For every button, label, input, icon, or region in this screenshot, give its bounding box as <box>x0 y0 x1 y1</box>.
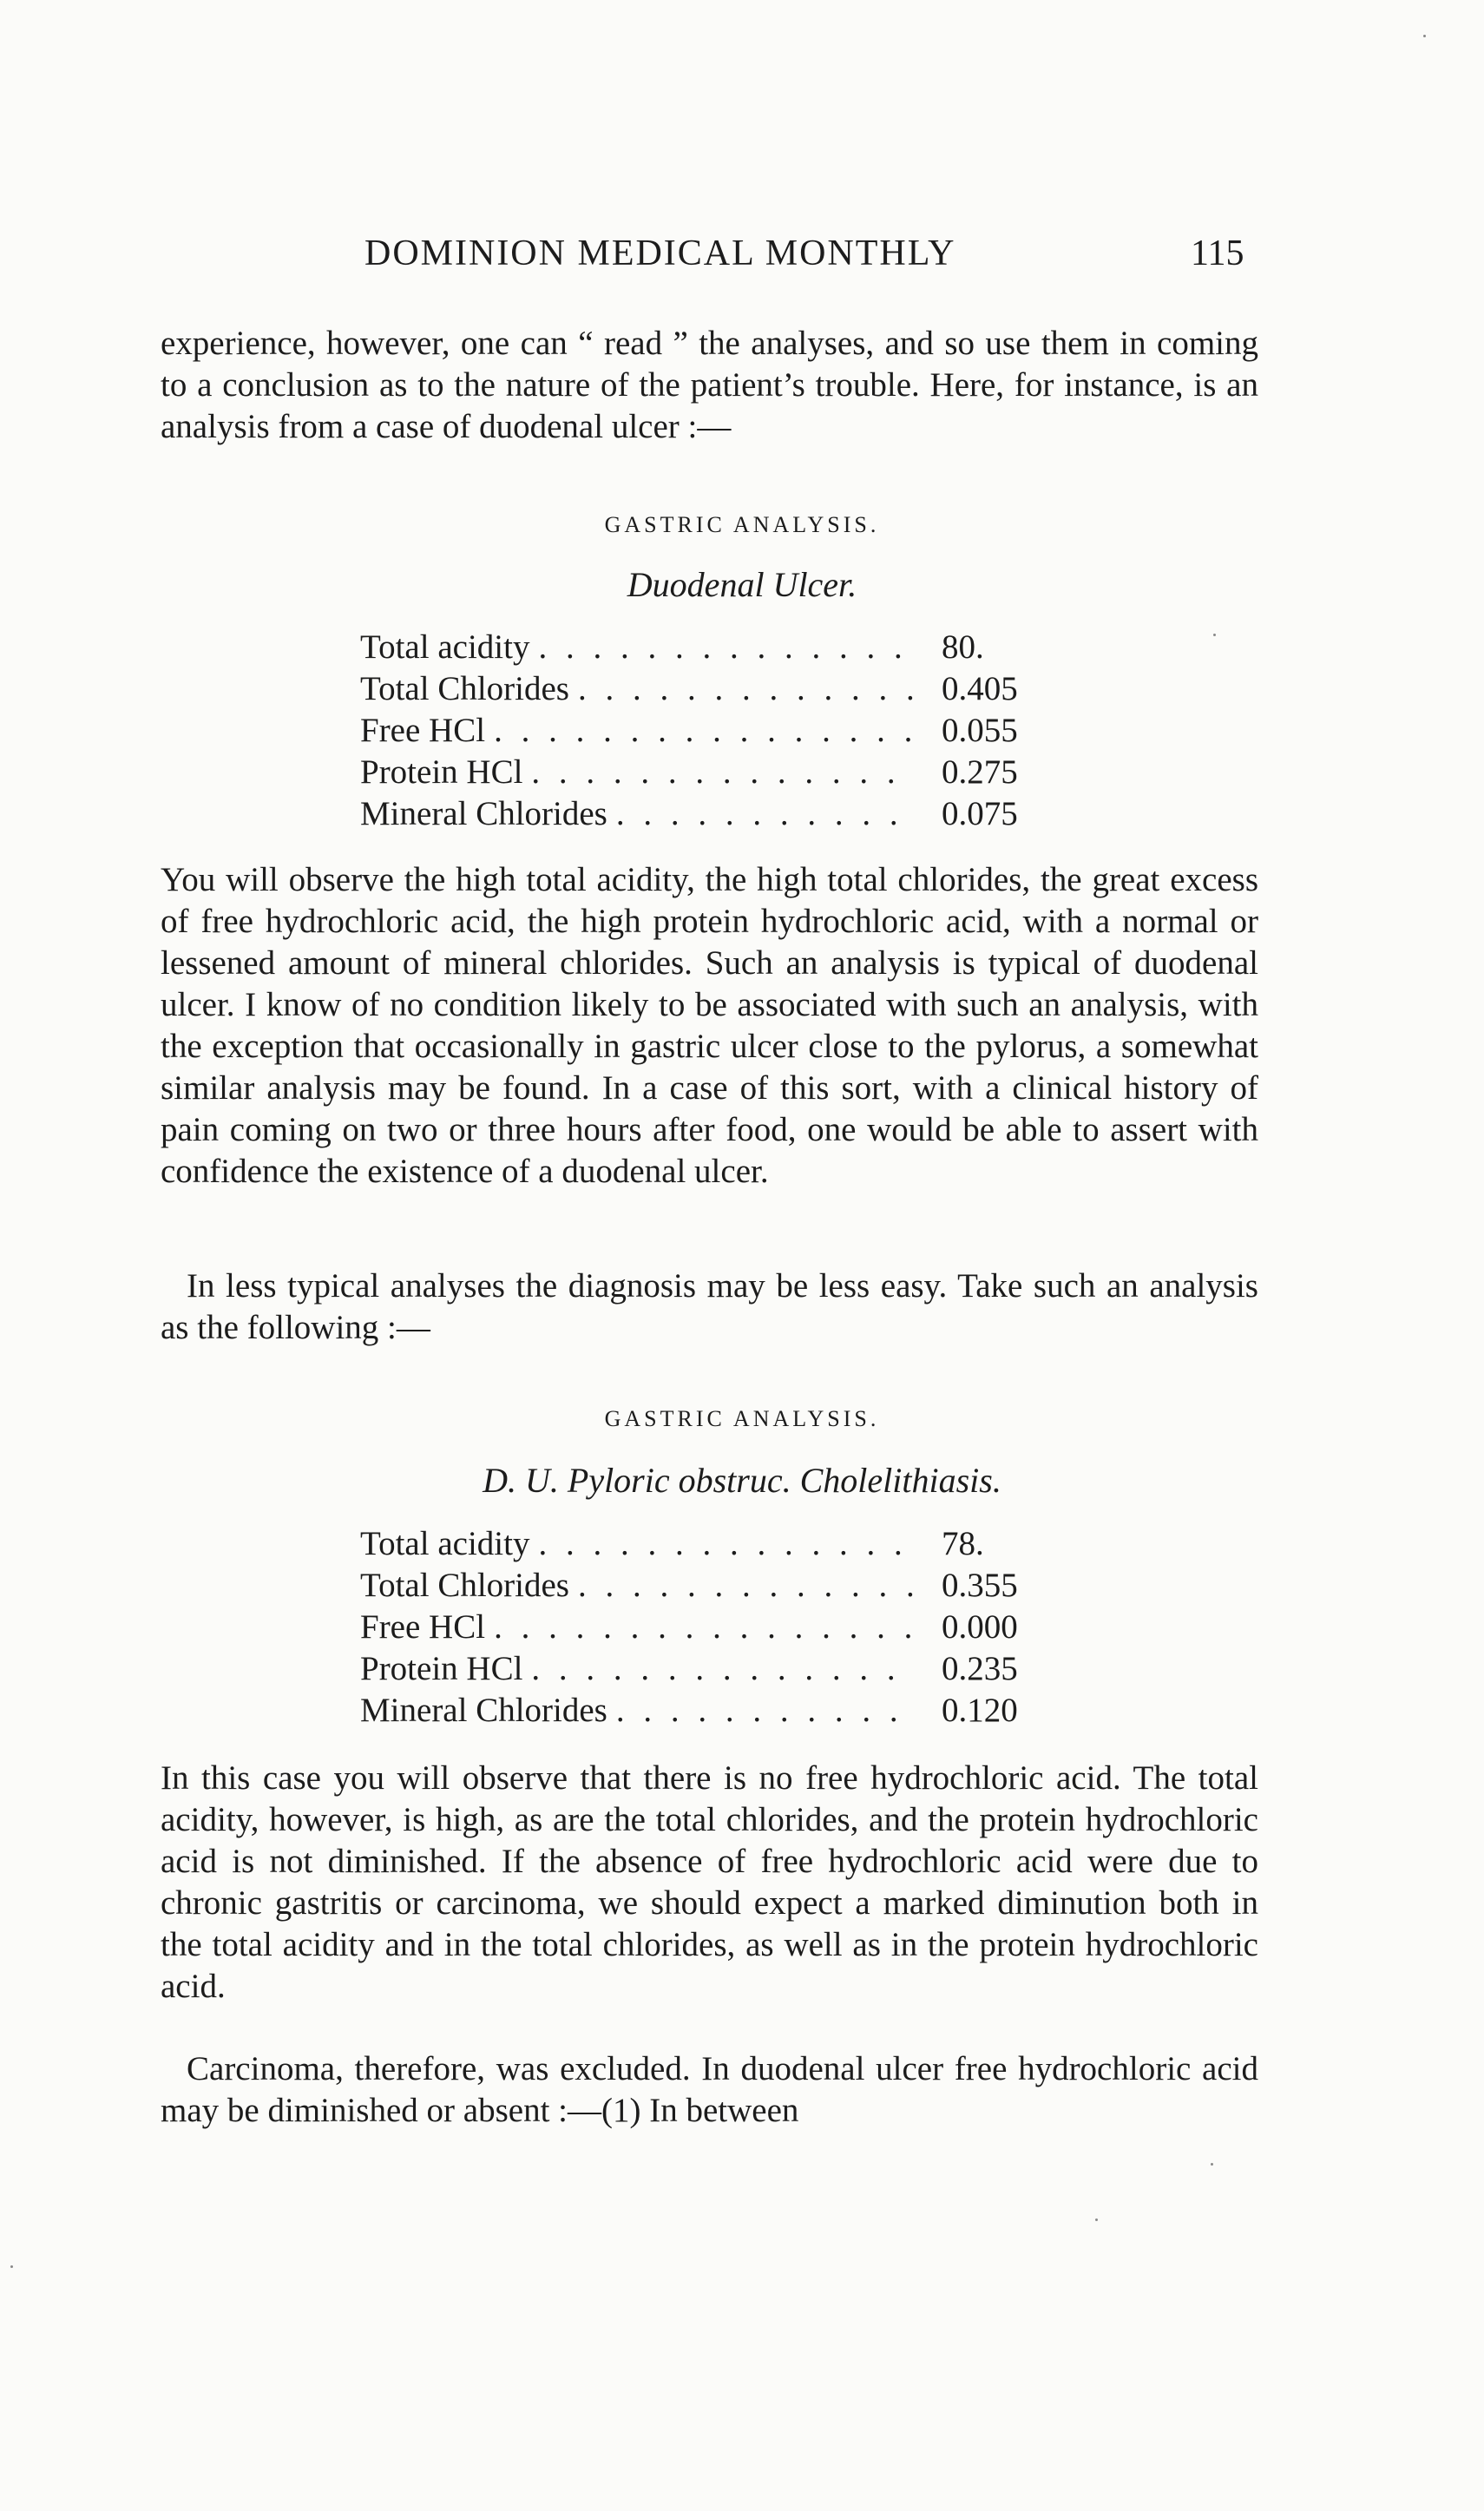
table-row <box>360 1607 1072 1648</box>
dot-leader <box>538 1523 916 1565</box>
paper-speck <box>1423 35 1426 37</box>
dot-leader <box>616 793 916 835</box>
row-label: Mineral Chlorides <box>360 1692 607 1729</box>
paper-speck <box>1095 2218 1098 2221</box>
analysis2-caption: GASTRIC ANALYSIS. <box>604 1406 880 1431</box>
row-value: 80. <box>942 628 984 666</box>
paragraph-text: You will observe the high total acidity, the high total chlorides, the great excess of free hydrochloric acid, the high protein hydrochloric acid, with a normal or lessened amount of mineral chlorides. Such an analysis is typical of duodenal ulcer. I know of no condition likely to be associated with such an analysis, with the exception that occasionally in gastric ulcer close to the pylorus, a somewhat similar analysis may be found. In a case of this sort, with a clinical history of pain coming on two or three hours after food, one would be able to assert with confidence the existence of a duodenal ulcer. <box>161 861 1258 1190</box>
row-value: 0.405 <box>942 670 1018 707</box>
row-value: 78. <box>942 1525 984 1562</box>
row-label: Free HCl <box>360 712 486 749</box>
row-value: 0.355 <box>942 1567 1018 1604</box>
analysis2-table <box>360 1523 1072 1732</box>
paper-speck <box>10 2265 13 2268</box>
paragraph-text: In less typical analyses the diagnosis may be less easy. Take such an analysis as the following :— <box>161 1267 1258 1346</box>
row-value: 0.000 <box>942 1608 1018 1646</box>
paragraph-text: In this case you will observe that there is no free hydrochloric acid. The total acidity, however, is high, as are the total chlorides, and the protein hydrochloric acid is not diminished. If the absence of free hydrochloric acid were due to chronic gastritis or carcinoma, we should expect a marked diminution both in the total acidity and in the total chlorides, as well as in the protein hydrochloric acid. <box>161 1759 1258 2005</box>
intro-paragraph <box>161 323 1258 448</box>
row-label: Total Chlorides <box>360 1567 569 1604</box>
analysis1-subtitle: Duodenal Ulcer. <box>627 565 857 604</box>
row-label: Mineral Chlorides <box>360 795 607 832</box>
dot-leader <box>538 627 916 668</box>
running-title: DOMINION MEDICAL MONTHLY <box>364 233 956 273</box>
dot-leader <box>531 752 916 793</box>
table-row <box>360 1565 1072 1607</box>
table-row <box>360 627 1072 668</box>
table-row <box>360 1523 1072 1565</box>
table-row <box>360 1648 1072 1690</box>
table-row <box>360 710 1072 752</box>
intro-text: experience, however, one can “ read ” the analyses, and so use them in coming to a conclusion as to the nature of the patient’s trouble. Here, for instance, is an analysis from a case of duodenal ulcer :— <box>161 325 1258 445</box>
table-row <box>360 752 1072 793</box>
dot-leader <box>494 1607 916 1648</box>
body-paragraph-4 <box>161 2048 1258 2132</box>
row-value: 0.120 <box>942 1692 1018 1729</box>
body-paragraph-2 <box>161 1265 1258 1349</box>
table-row <box>360 1690 1072 1732</box>
analysis1-caption: GASTRIC ANALYSIS. <box>604 512 880 537</box>
analysis1-table <box>360 627 1072 835</box>
page-number: 115 <box>1191 233 1244 273</box>
paper-speck <box>1211 2163 1213 2166</box>
row-label: Total acidity <box>360 1525 530 1562</box>
row-label: Protein HCl <box>360 753 523 791</box>
body-paragraph-1 <box>161 859 1258 1193</box>
row-value: 0.075 <box>942 795 1018 832</box>
row-value: 0.055 <box>942 712 1018 749</box>
row-label: Total Chlorides <box>360 670 569 707</box>
row-label: Free HCl <box>360 1608 486 1646</box>
dot-leader <box>494 710 916 752</box>
row-label: Protein HCl <box>360 1650 523 1687</box>
row-value: 0.235 <box>942 1650 1018 1687</box>
analysis2-subtitle: D. U. Pyloric obstruc. Cholelithiasis. <box>483 1461 1001 1500</box>
table-row <box>360 793 1072 835</box>
row-value: 0.275 <box>942 753 1018 791</box>
body-paragraph-3 <box>161 1758 1258 2008</box>
dot-leader <box>578 1565 916 1607</box>
table-row <box>360 668 1072 710</box>
paper-speck <box>1213 634 1216 636</box>
row-label: Total acidity <box>360 628 530 666</box>
dot-leader <box>616 1690 916 1732</box>
dot-leader <box>531 1648 916 1690</box>
dot-leader <box>578 668 916 710</box>
paragraph-text: Carcinoma, therefore, was excluded. In duodenal ulcer free hydrochloric acid may be diminished or absent :—(1) In between <box>161 2050 1258 2129</box>
